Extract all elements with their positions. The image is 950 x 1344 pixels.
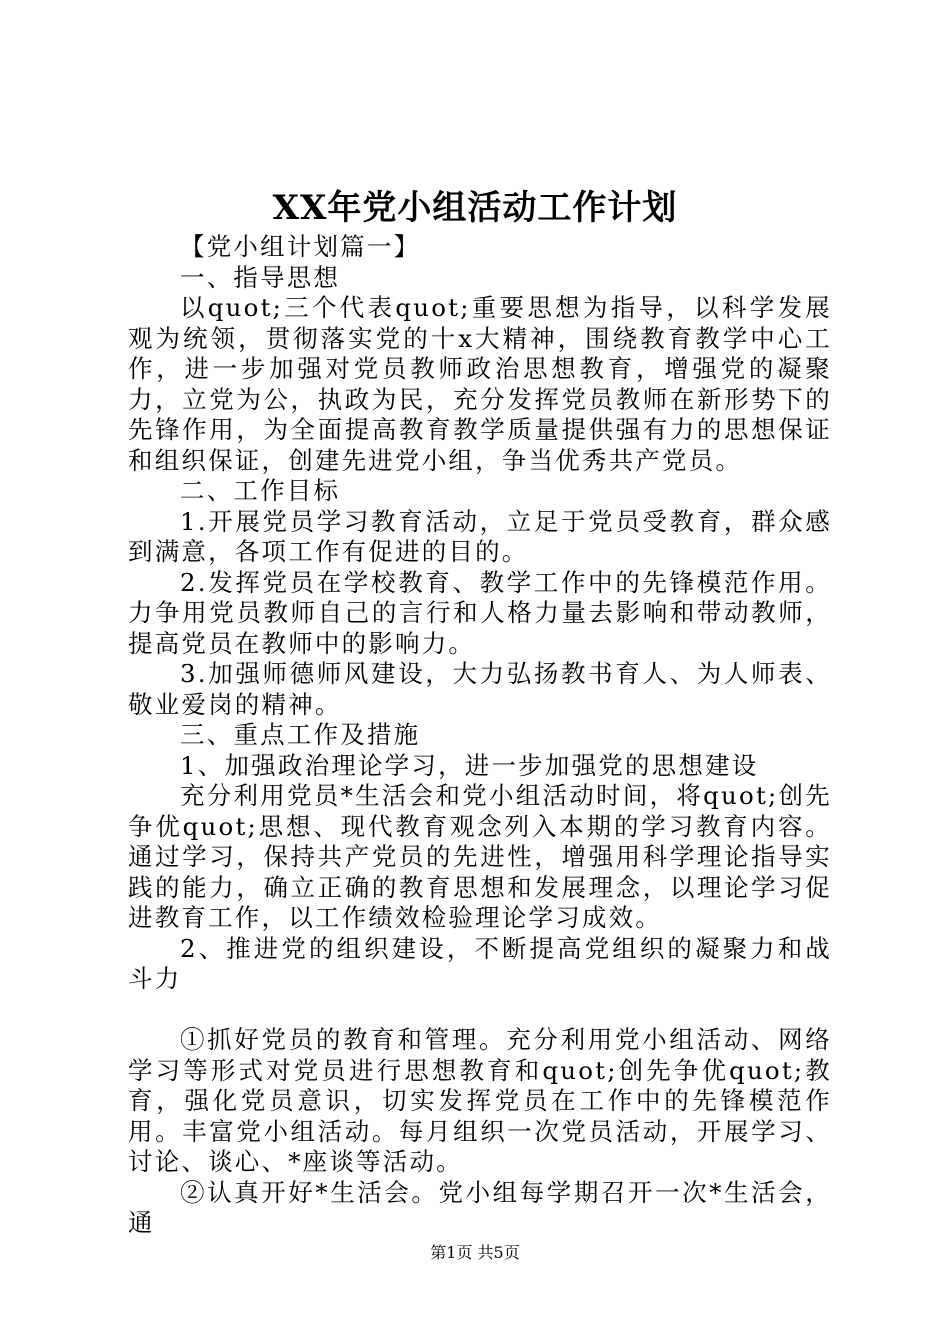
page-number: 第1页 共5页 (430, 1243, 520, 1262)
heading-work-goals: 二、工作目标 (180, 476, 341, 505)
paragraph-goal-3: 3.加强师德师风建设，大力弘扬教书育人、为人师表、敬业爱岗的精神。 (128, 659, 832, 719)
paragraph-goal-2: 2.发挥党员在学校教育、教学工作中的先锋模范作用。力争用党员教师自己的言行和人格力量去影响和带动教师，提高党员在教师中的影响力。 (128, 567, 832, 658)
paragraph-theory-study: 充分利用党员*生活会和党小组活动时间，将quot;创先争优quot;思想、现代教育观念列入本期的学习教育内容。通过学习，保持共产党员的先进性，增强用科学理论指导实践的能力，确立正确的教育思想和发展理念，以理论学习促进教育工作，以工作绩效检验理论学习成效。 (128, 781, 832, 932)
blank-line (128, 995, 832, 1026)
paragraph-goal-1: 1.开展党员学习教育活动，立足于党员受教育，群众感到满意，各项工作有促进的目的。 (128, 506, 832, 566)
heading-key-work: 三、重点工作及措施 (180, 720, 421, 749)
paragraph-guiding-ideology: 以quot;三个代表quot;重要思想为指导，以科学发展观为统领，贯彻落实党的十x大精神，围绕教育教学中心工作，进一步加强对党员教师政治思想教育，增强党的凝聚力，立党为公，执政为民，充分发挥党员教师在新形势下的先锋作用，为全面提高教育教学质量提供强有力的思想保证和组织保证，创建先进党小组，争当优秀共产党员。 (128, 293, 832, 475)
subheading-theory-study: 1、加强政治理论学习，进一步加强党的思想建设 (180, 750, 759, 780)
heading-guiding-ideology: 一、指导思想 (180, 262, 341, 292)
section-heading-plan: 【党小组计划篇一】 (180, 232, 421, 261)
subheading-organization: 2、推进党的组织建设，不断提高党组织的凝聚力和战斗力 (128, 933, 832, 993)
document-title: XX年党小组活动工作计划 (272, 188, 678, 228)
paragraph-member-education: ①抓好党员的教育和管理。充分利用党小组活动、网络学习等形式对党员进行思想教育和quot;创先争优quot;教育，强化党员意识，切实发挥党员在工作中的先锋模范作用。丰富党小组活动。每月组织一次党员活动，开展学习、讨论、谈心、*座谈等活动。 (128, 1025, 832, 1176)
document-body (128, 232, 832, 1239)
paragraph-life-meeting: ②认真开好*生活会。党小组每学期召开一次*生活会，通 (128, 1177, 832, 1237)
